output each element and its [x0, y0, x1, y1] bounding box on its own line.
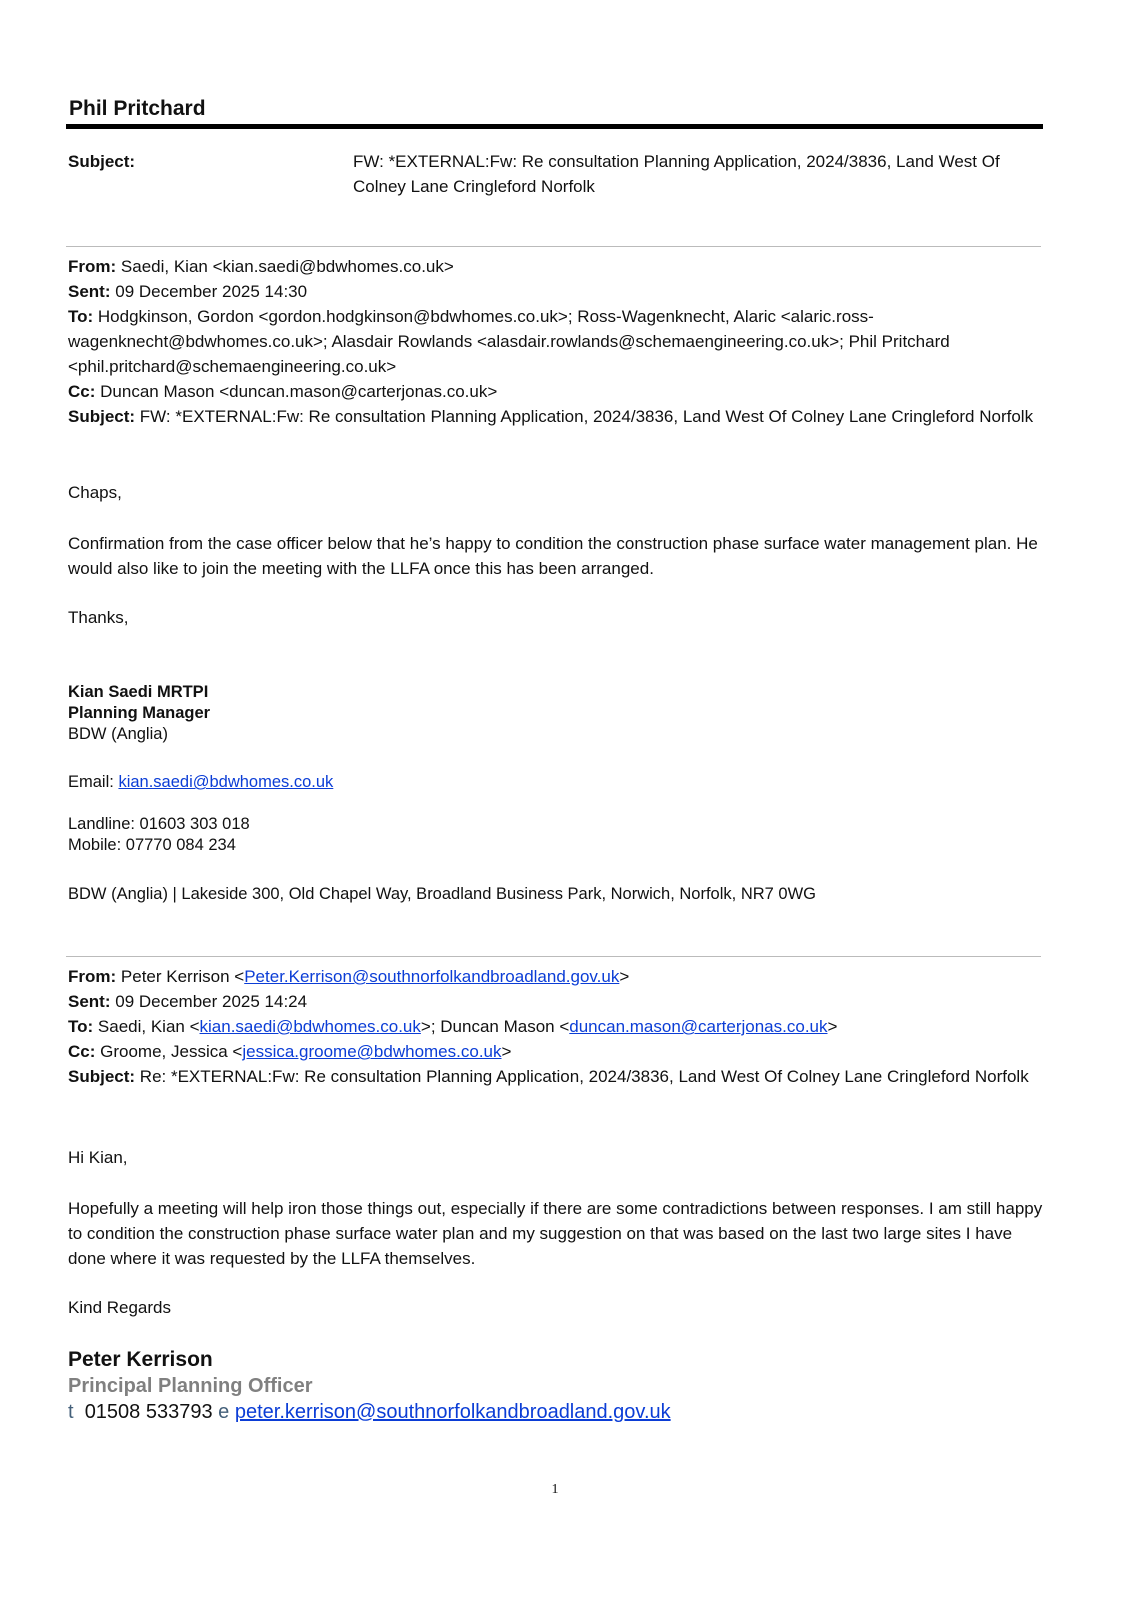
cc-line: Cc: Groome, Jessica <jessica.groome@bdwhomes.co.uk>: [68, 1042, 512, 1061]
divider: [66, 246, 1041, 247]
signature-phones: [68, 814, 250, 856]
subject-line: Subject: FW: *EXTERNAL:Fw: Re consultation Planning Application, 2024/3836, Land West Of Colney Lane Cringleford Norfolk: [68, 407, 1034, 426]
from-line: From: Peter Kerrison <Peter.Kerrison@southnorfolkandbroadland.gov.uk>: [68, 967, 630, 986]
from-line: From: Saedi, Kian <kian.saedi@bdwhomes.co.uk>: [68, 257, 454, 276]
email-link[interactable]: peter.kerrison@southnorfolkandbroadland.gov.uk: [234, 1401, 671, 1423]
subject-value: FW: *EXTERNAL:Fw: Re consultation Planning Application, 2024/3836, Land West Of Colney Lane Cringleford Norfolk: [353, 152, 1000, 196]
closing: Kind Regards: [68, 1298, 172, 1317]
sent-line: Sent: 09 December 2025 14:24: [68, 992, 308, 1011]
email-link[interactable]: jessica.groome@bdwhomes.co.uk: [242, 1042, 502, 1061]
email-link[interactable]: kian.saedi@bdwhomes.co.uk: [199, 1017, 421, 1036]
greeting: Chaps,: [68, 483, 122, 502]
title-divider: [66, 124, 1043, 129]
to-line: To: Hodgkinson, Gordon <gordon.hodgkinson@bdwhomes.co.uk>; Ross-Wagenknecht, Alaric <alaric.ross-wagenknecht@bdwhomes.co.uk>; Alasdair Rowlands <alasdair.rowlands@schemaengineering.co.uk>; Phil Pritchard <phil.pritchard@schemaengineering.co.uk>: [68, 307, 950, 376]
email-link[interactable]: Peter.Kerrison@southnorfolkandbroadland.gov.uk: [244, 967, 620, 986]
page-number: 1: [551, 1482, 559, 1497]
subject-label: Subject:: [68, 152, 136, 171]
subject-line: Subject: Re: *EXTERNAL:Fw: Re consultation Planning Application, 2024/3836, Land West Of Colney Lane Cringleford Norfolk: [68, 1067, 1029, 1086]
signature-kian: [68, 682, 210, 745]
email-header-1: [68, 254, 1043, 429]
signature-name: Kian Saedi MRTPI: [68, 683, 209, 701]
landline: Landline: 01603 303 018: [68, 815, 250, 833]
email-header-2: [68, 964, 1043, 1089]
divider: [66, 956, 1041, 957]
body-text: Confirmation from the case officer below that he’s happy to condition the construction phase surface water management plan. He would also like to join the meeting with the LLFA once this has been arranged.: [68, 534, 1038, 578]
sent-line: Sent: 09 December 2025 14:30: [68, 282, 308, 301]
cc-line: Cc: Duncan Mason <duncan.mason@carterjonas.co.uk>: [68, 382, 498, 401]
mobile: Mobile: 07770 084 234: [68, 836, 236, 854]
document-title: Phil Pritchard: [69, 97, 206, 120]
closing: Thanks,: [68, 608, 129, 627]
to-line: To: Saedi, Kian <kian.saedi@bdwhomes.co.uk>; Duncan Mason <duncan.mason@carterjonas.co.uk>: [68, 1017, 838, 1036]
signature-email: Email: kian.saedi@bdwhomes.co.uk: [68, 773, 334, 791]
body-text: Hopefully a meeting will help iron those things out, especially if there are some contradictions between responses. I am still happy to condition the construction phase surface water plan and my suggestion on that was based on the last two large sites I have done where it was requested by the LLFA themselves.: [68, 1199, 1043, 1268]
signature-role: Principal Planning Officer: [68, 1375, 313, 1397]
signature-name: Peter Kerrison: [68, 1348, 213, 1371]
signature-address: BDW (Anglia) | Lakeside 300, Old Chapel Way, Broadland Business Park, Norwich, Norfolk, NR7 0WG: [68, 885, 816, 903]
email-link[interactable]: duncan.mason@carterjonas.co.uk: [569, 1017, 828, 1036]
email-link[interactable]: kian.saedi@bdwhomes.co.uk: [118, 773, 334, 791]
phone: 01508 533793: [84, 1401, 213, 1423]
signature-role: Planning Manager: [68, 704, 211, 722]
signature-contact: t 01508 533793 e peter.kerrison@southnorfolkandbroadland.gov.uk: [68, 1401, 671, 1423]
greeting: Hi Kian,: [68, 1148, 128, 1167]
signature-company: BDW (Anglia): [68, 725, 168, 743]
